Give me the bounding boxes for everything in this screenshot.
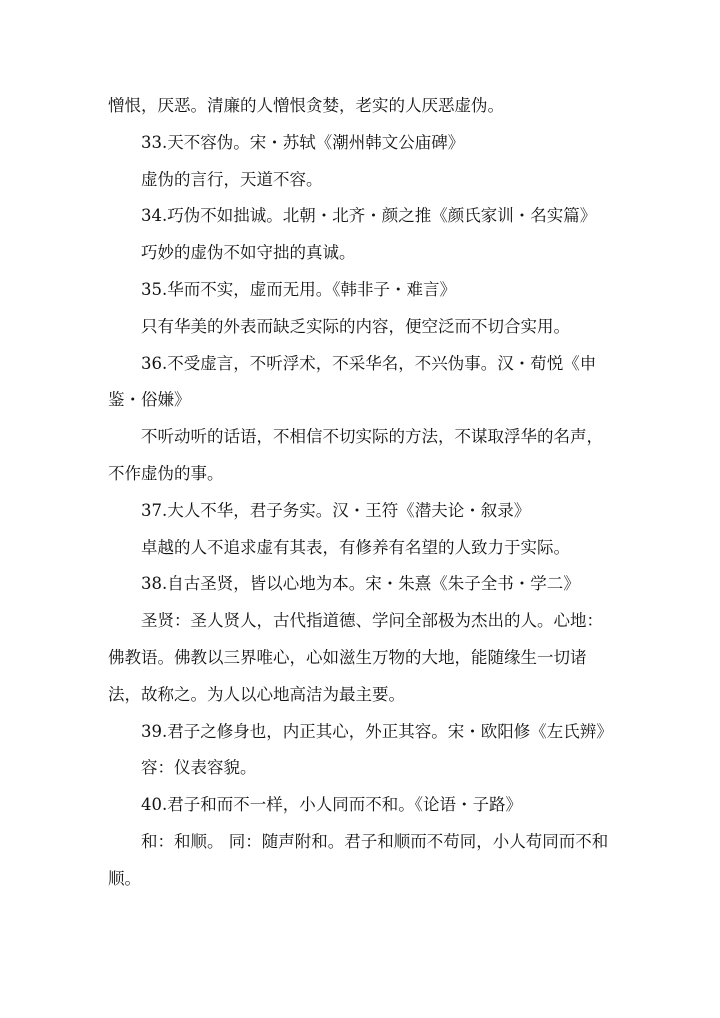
explanation-39: 容：仪表容貌。 bbox=[141, 758, 257, 778]
explanation-35: 只有华美的外表而缺乏实际的内容，便空泛而不切合实用。 bbox=[141, 316, 570, 336]
explanation-34: 巧妙的虚伪不如守拙的真诚。 bbox=[141, 243, 356, 263]
quote-36: 36.不受虚言，不听浮术，不采华名，不兴伪事。汉・荀悦《申鉴・俗嫌》 bbox=[108, 353, 597, 410]
explanation-33: 虚伪的言行，天道不容。 bbox=[141, 169, 323, 189]
quote-38: 38.自古圣贤，皆以心地为本。宋・朱熹《朱子全书・学二》 bbox=[141, 574, 580, 594]
explanation-37: 卓越的人不追求虚有其表，有修养有名望的人致力于实际。 bbox=[141, 537, 570, 557]
explanation-38: 圣贤：圣人贤人，古代指道德、学问全部极为杰出的人。心地：佛教语。佛教以三界唯心，心如滋生万物的大地，能随缘生一切诸法，故称之。为人以心地高洁为最主要。 bbox=[108, 611, 603, 704]
explanation-40: 和：和顺。 同：随声附和。君子和顺而不苟同，小人苟同而不和顺。 bbox=[108, 831, 609, 888]
quote-40: 40.君子和而不一样，小人同而不和。《论语・子路》 bbox=[141, 795, 522, 815]
explanation-36: 不听动听的话语，不相信不切实际的方法，不谋取浮华的名声，不作虚伪的事。 bbox=[108, 427, 603, 483]
quote-35: 35.华而不实，虚而无用。《韩非子・难言》 bbox=[141, 279, 456, 299]
quote-39: 39.君子之修身也，内正其心，外正其容。宋・欧阳修《左氏辨》 bbox=[141, 721, 613, 741]
quote-33: 33.天不容伪。宋・苏轼《潮州韩文公庙碑》 bbox=[141, 132, 465, 152]
quote-34: 34.巧伪不如拙诚。北朝・北齐・颜之推《颜氏家训・名实篇》 bbox=[141, 206, 597, 226]
quote-37: 37.大人不华，君子务实。汉・王符《潜夫论・叙录》 bbox=[141, 500, 531, 520]
document-body bbox=[108, 88, 613, 898]
paragraph-1: 憎恨，厌恶。清廉的人憎恨贪婪，老实的人厌恶虚伪。 bbox=[108, 96, 504, 115]
